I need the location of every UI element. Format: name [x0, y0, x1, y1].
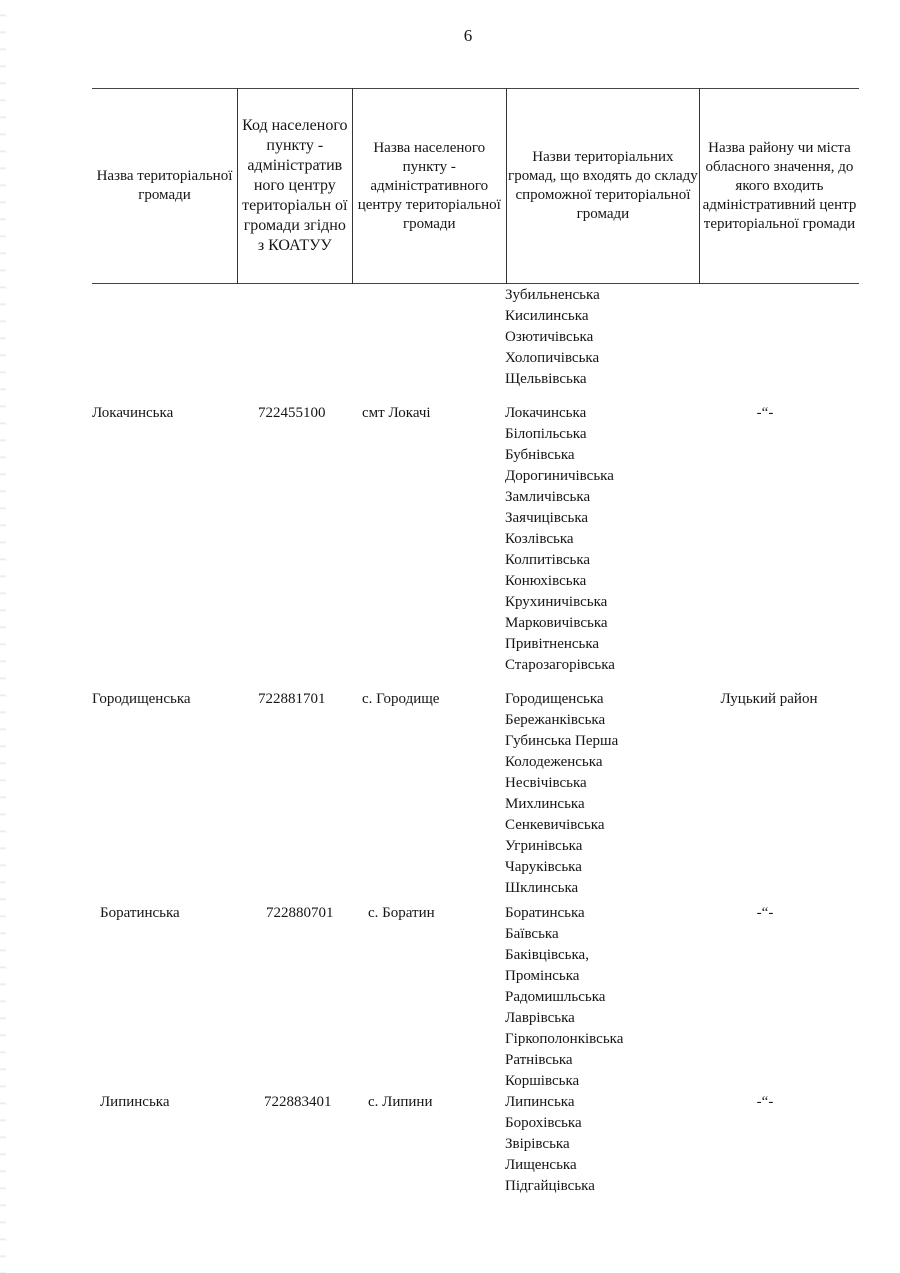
- header-admin-center: Назва населеного пункту - адміністративного центру територіальної громади: [352, 89, 506, 284]
- member-item: Чаруківська: [505, 859, 582, 875]
- member-item: Старозагорівська: [505, 657, 615, 673]
- member-item: Озютичівська: [505, 329, 594, 345]
- member-item: Гіркополонківська: [505, 1031, 624, 1047]
- member-item: Борохівська: [505, 1115, 582, 1131]
- member-item: Липинська: [505, 1094, 575, 1110]
- member-list: [505, 403, 615, 676]
- member-list: [505, 903, 623, 1092]
- scan-edge-artifact: [0, 0, 6, 1273]
- member-item: Радомишльська: [505, 989, 606, 1005]
- member-list: [505, 689, 618, 899]
- community-name: Локачинська: [92, 405, 174, 421]
- continuation-member-list: [505, 285, 600, 390]
- member-item: Козлівська: [505, 531, 574, 547]
- member-item: Угринівська: [505, 838, 583, 854]
- member-item: Марковичівська: [505, 615, 608, 631]
- admin-center: с. Городище: [362, 691, 440, 707]
- member-item: Боратинська: [505, 905, 585, 921]
- member-item: Михлинська: [505, 796, 585, 812]
- member-item: Баївська: [505, 926, 559, 942]
- table-header: [92, 88, 859, 284]
- member-item: Дорогиничівська: [505, 468, 614, 484]
- district: -“-: [756, 905, 774, 921]
- community-name: Городищенська: [92, 691, 191, 707]
- member-item: Несвічівська: [505, 775, 587, 791]
- member-item: Замличівська: [505, 489, 591, 505]
- member-item: Промінська: [505, 968, 580, 984]
- member-item: Кисилинська: [505, 308, 589, 324]
- koatuu-code: 722455100: [258, 405, 326, 421]
- member-item: Зубильненська: [505, 287, 600, 303]
- member-item: Конюхівська: [505, 573, 587, 589]
- header-community-name: Назва територіальної громади: [92, 89, 237, 284]
- member-item: Колодеженська: [505, 754, 603, 770]
- admin-center: смт Локачі: [362, 405, 431, 421]
- member-item: Підгайцівська: [505, 1178, 595, 1194]
- member-item: Крухиничівська: [505, 594, 608, 610]
- member-list: [505, 1092, 595, 1197]
- community-name: Липинська: [100, 1094, 170, 1110]
- member-item: Заячицівська: [505, 510, 589, 526]
- member-item: Привітненська: [505, 636, 600, 652]
- member-item: Холопичівська: [505, 350, 600, 366]
- page-number: 6: [463, 26, 473, 45]
- member-item: Городищенська: [505, 691, 604, 707]
- member-item: Білопільська: [505, 426, 587, 442]
- member-item: Коршівська: [505, 1073, 580, 1089]
- koatuu-code: 722883401: [264, 1094, 332, 1110]
- header-koatuu-code: Код населеного пункту - адміністратив ного центру територіальн ої громади згідно з КОАТУУ: [237, 89, 352, 284]
- member-item: Щельвівська: [505, 371, 587, 387]
- member-item: Бережанківська: [505, 712, 606, 728]
- member-item: Баківцівська,: [505, 947, 589, 963]
- header-member-communities: Назви територіальних громад, що входять до складу спроможної територіальної громади: [506, 89, 699, 284]
- member-item: Сенкевичівська: [505, 817, 605, 833]
- header-row: [92, 89, 859, 284]
- header-district: Назва району чи міста обласного значення, до якого входить адміністративний центр територіальної громади: [699, 89, 859, 284]
- member-item: Бубнівська: [505, 447, 575, 463]
- district: -“-: [756, 405, 774, 421]
- member-item: Лищенська: [505, 1157, 577, 1173]
- member-item: Колпитівська: [505, 552, 591, 568]
- district: -“-: [756, 1094, 774, 1110]
- district: Луцький район: [720, 691, 818, 707]
- member-item: Губинська Перша: [505, 733, 619, 749]
- member-item: Шклинська: [505, 880, 579, 896]
- koatuu-code: 722881701: [258, 691, 326, 707]
- admin-center: с. Боратин: [368, 905, 435, 921]
- member-item: Звірівська: [505, 1136, 570, 1152]
- member-item: Лаврівська: [505, 1010, 575, 1026]
- member-item: Ратнівська: [505, 1052, 573, 1068]
- koatuu-code: 722880701: [266, 905, 334, 921]
- community-name: Боратинська: [100, 905, 180, 921]
- member-item: Локачинська: [505, 405, 587, 421]
- admin-center: с. Липини: [368, 1094, 433, 1110]
